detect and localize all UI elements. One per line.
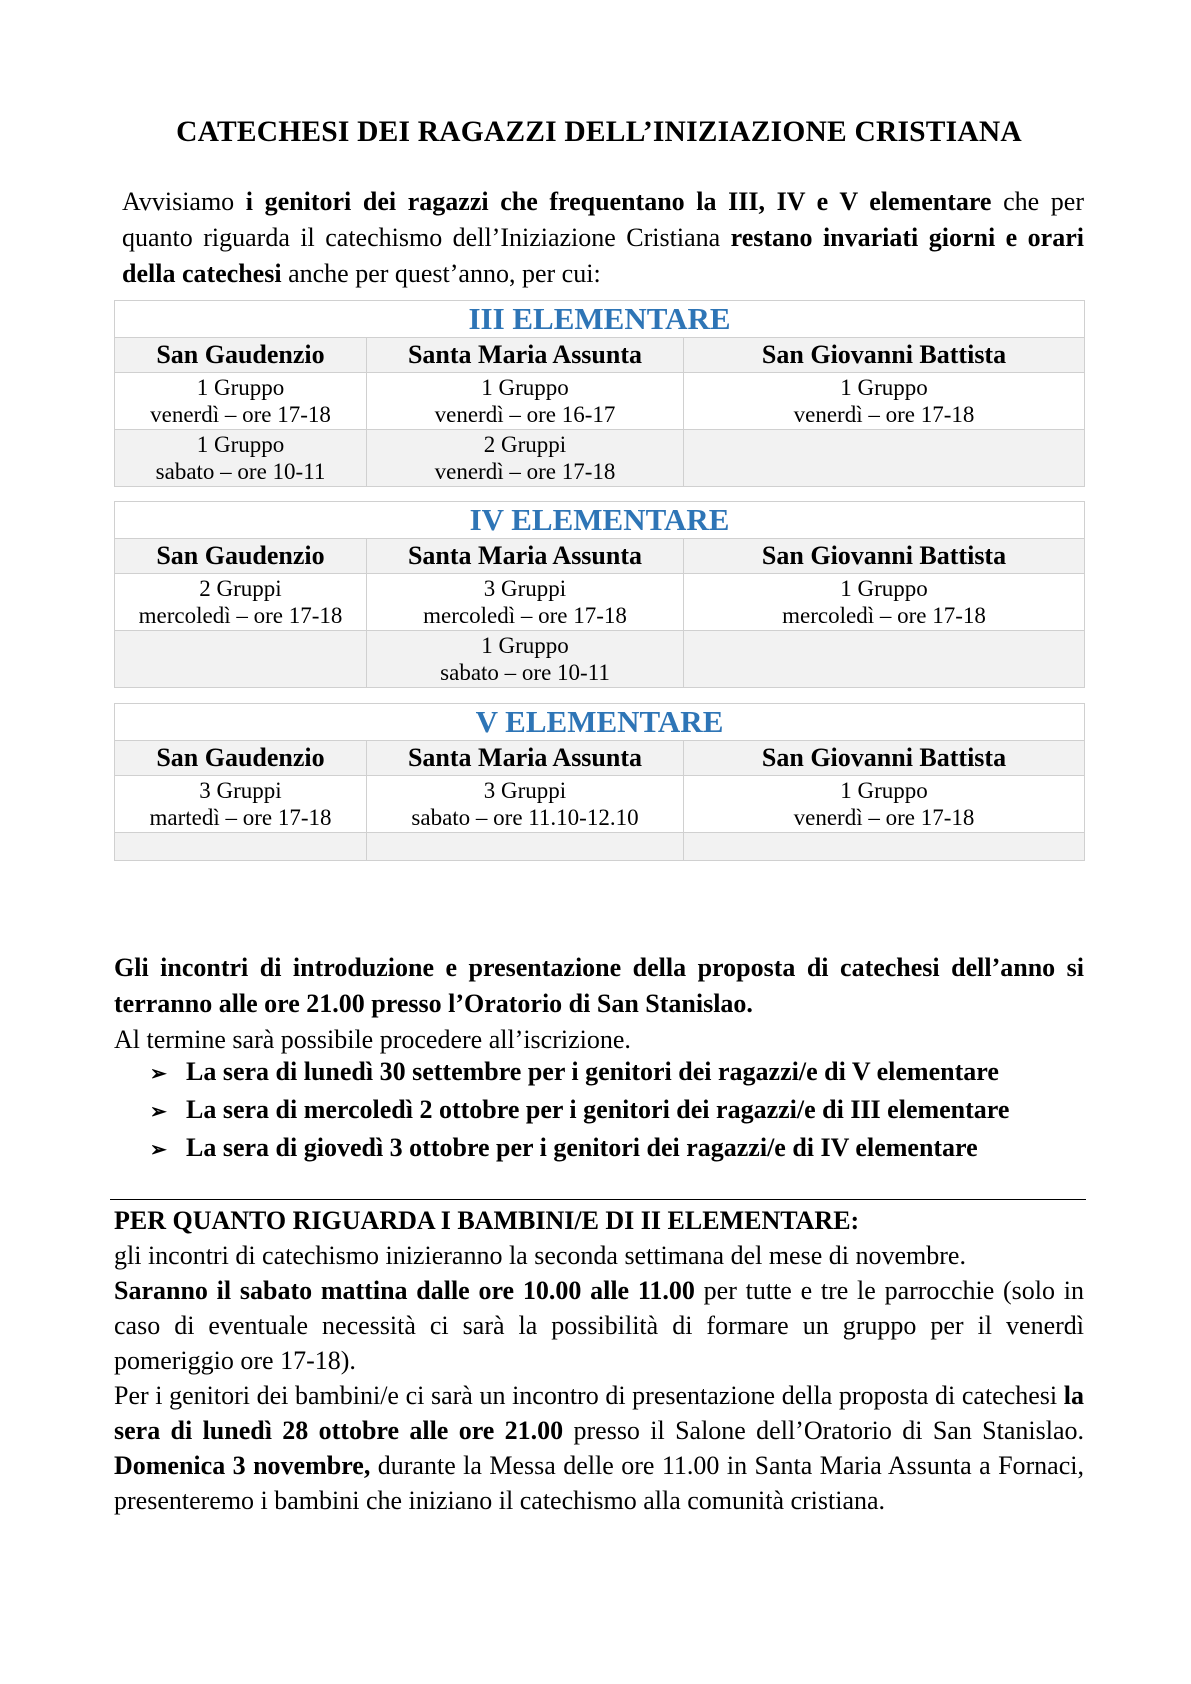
- table-heading: V ELEMENTARE: [115, 704, 1085, 741]
- schedule-cell: [684, 631, 1085, 688]
- table-row-empty: [115, 833, 1085, 861]
- second-grade-section: [114, 1203, 1084, 1518]
- arrow-bullet-icon: ➢: [150, 1101, 167, 1123]
- schedule-cell: [115, 631, 367, 688]
- meetings-list: [150, 1054, 1090, 1168]
- page-title: CATECHESI DEI RAGAZZI DELL’INIZIAZIONE CRISTIANA: [176, 116, 1022, 148]
- schedule-cell-empty: [115, 833, 367, 861]
- list-item: ➢ La sera di giovedì 3 ottobre per i genitori dei ragazzi/e di IV elementare: [150, 1130, 1090, 1168]
- schedule-cell: 1 Gruppo venerdì – ore 17-18: [684, 776, 1085, 833]
- section-paragraph: Per i genitori dei bambini/e ci sarà un incontro di presentazione della proposta di catechesi la sera di lunedì 28 ottobre alle ore 21.00 presso il Salone dell’Oratorio di San Stanislao. Domenica 3 novembre, durante la Messa delle ore 11.00 in Santa Maria Assunta a Fornaci, presenteremo i bambini che iniziano il catechismo alla comunità cristiana.: [114, 1381, 1084, 1515]
- schedule-cell-empty: [684, 833, 1085, 861]
- meetings-note: Al termine sarà possibile procedere all’iscrizione.: [114, 1025, 631, 1054]
- schedule-cell: 1 Gruppo venerdì – ore 16-17: [367, 373, 684, 430]
- parish-header: Santa Maria Assunta: [367, 741, 684, 776]
- intro-text-2: che per quanto riguarda il catechismo dell’Iniziazione Cristiana: [122, 187, 1084, 252]
- parish-header: San Gaudenzio: [115, 539, 367, 574]
- parish-header: Santa Maria Assunta: [367, 539, 684, 574]
- table-row: [115, 373, 1085, 430]
- section-paragraph: Saranno il sabato mattina dalle ore 10.00 alle 11.00 per tutte e tre le parrocchie (solo in caso di eventuale necessità ci sarà la possibilità di formare un gruppo per il venerdì pomeriggio ore 17-18).: [114, 1276, 1084, 1375]
- parish-header: San Giovanni Battista: [684, 338, 1085, 373]
- intro-bold-1: i genitori dei ragazzi che frequentano la III, IV e V elementare: [245, 187, 992, 216]
- parish-header: San Gaudenzio: [115, 741, 367, 776]
- schedule-cell: 2 Gruppi mercoledì – ore 17-18: [115, 574, 367, 631]
- schedule-cell: 3 Gruppi sabato – ore 11.10-12.10: [367, 776, 684, 833]
- schedule-cell-empty: [367, 833, 684, 861]
- arrow-bullet-icon: ➢: [150, 1139, 167, 1161]
- schedule-cell: 1 Gruppo venerdì – ore 17-18: [684, 373, 1085, 430]
- intro-paragraph: [122, 184, 1084, 292]
- schedule-cell: 1 Gruppo venerdì – ore 17-18: [115, 373, 367, 430]
- schedule-table-v: [114, 703, 1085, 861]
- table-row: [115, 631, 1085, 688]
- schedule-table-iv: [114, 501, 1085, 688]
- meetings-intro: Gli incontri di introduzione e presentazione della proposta di catechesi dell’anno si terranno alle ore 21.00 presso l’Oratorio di San Stanislao.: [114, 953, 1084, 1018]
- horizontal-divider: [110, 1199, 1086, 1200]
- table-row: [115, 574, 1085, 631]
- parish-header: San Giovanni Battista: [684, 741, 1085, 776]
- schedule-table-iii: [114, 300, 1085, 487]
- section-heading: PER QUANTO RIGUARDA I BAMBINI/E DI II ELEMENTARE:: [114, 1206, 860, 1235]
- schedule-cell: 1 Gruppo mercoledì – ore 17-18: [684, 574, 1085, 631]
- parish-header: Santa Maria Assunta: [367, 338, 684, 373]
- list-item: ➢ La sera di lunedì 30 settembre per i genitori dei ragazzi/e di V elementare: [150, 1054, 1090, 1092]
- intro-bold-2: restano invariati giorni e orari della catechesi: [122, 223, 1084, 288]
- schedule-cell: 3 Gruppi mercoledì – ore 17-18: [367, 574, 684, 631]
- parish-header: San Gaudenzio: [115, 338, 367, 373]
- schedule-cell: 2 Gruppi venerdì – ore 17-18: [367, 430, 684, 487]
- schedule-cell: 1 Gruppo sabato – ore 10-11: [115, 430, 367, 487]
- schedule-cell: 1 Gruppo sabato – ore 10-11: [367, 631, 684, 688]
- list-item: ➢ La sera di mercoledì 2 ottobre per i genitori dei ragazzi/e di III elementare: [150, 1092, 1090, 1130]
- parish-header: San Giovanni Battista: [684, 539, 1085, 574]
- intro-text-1: Avvisiamo: [122, 187, 246, 216]
- table-row: [115, 776, 1085, 833]
- table-heading: IV ELEMENTARE: [115, 502, 1085, 539]
- schedule-cell: 3 Gruppi martedì – ore 17-18: [115, 776, 367, 833]
- section-paragraph: gli incontri di catechismo inizieranno la seconda settimana del mese di novembre.: [114, 1241, 966, 1270]
- arrow-bullet-icon: ➢: [150, 1063, 167, 1085]
- table-heading: III ELEMENTARE: [115, 301, 1085, 338]
- schedule-cell: [684, 430, 1085, 487]
- table-row: [115, 430, 1085, 487]
- intro-text-3: anche per quest’anno, per cui:: [281, 259, 601, 288]
- meetings-section: [114, 950, 1084, 1058]
